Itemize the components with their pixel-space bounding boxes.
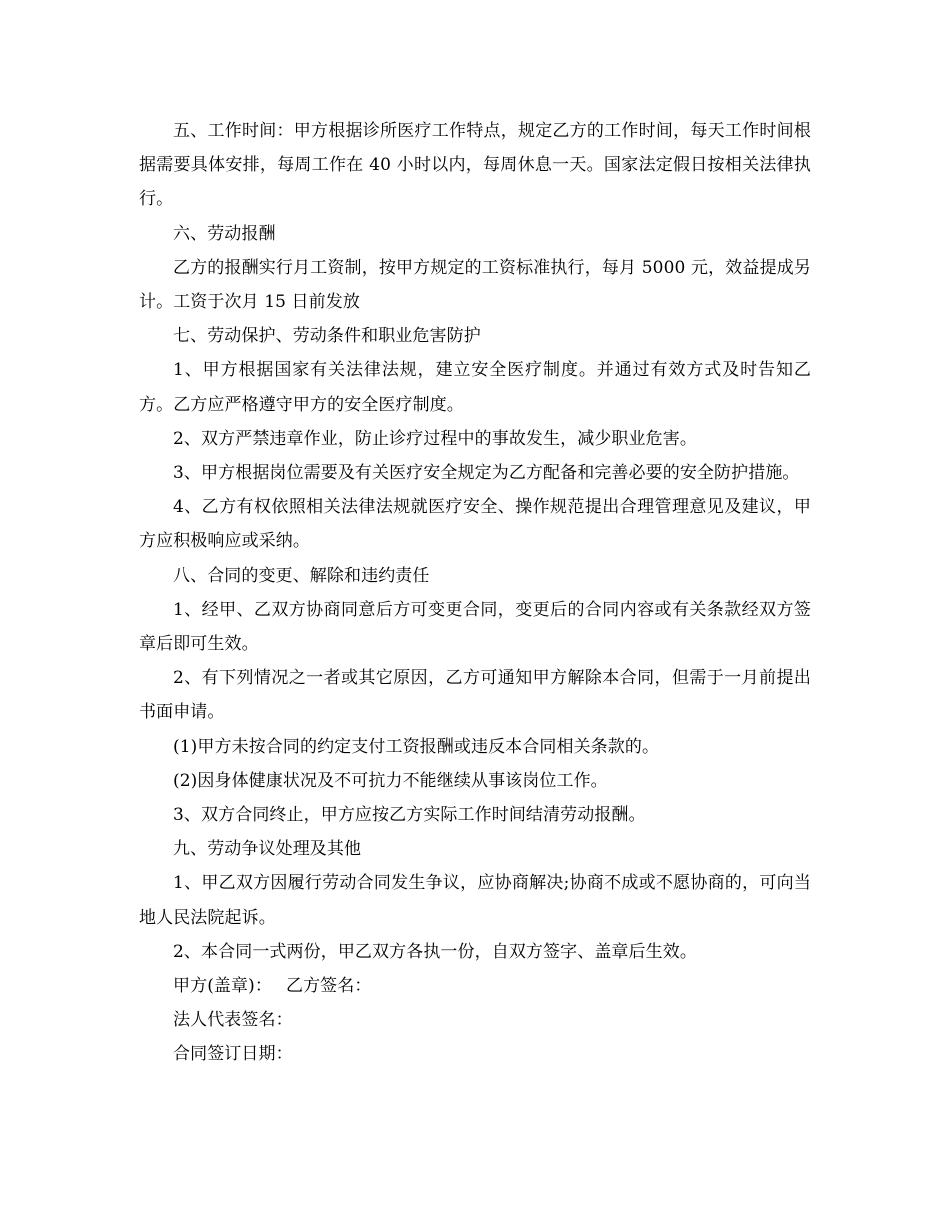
section-heading-dispute: 九、劳动争议处理及其他 [173,839,362,860]
clause-change-2-item-2: (2)因身体健康状况及不可抗力不能继续从事该岗位工作。 [173,770,608,791]
clause-dispute-2: 2、本合同一式两份，甲乙双方各执一份，自双方签字、盖章后生效。 [173,941,697,962]
party-b-signature-label: 乙方签名： [285,976,372,997]
section-heading-remuneration: 六、劳动报酬 [173,223,276,244]
section-heading-change: 八、合同的变更、解除和违约责任 [173,565,430,586]
signature-line-parties [139,969,811,1003]
clause-dispute-1: 1、甲乙双方因履行劳动合同发生争议，应协商解决;协商不成或不愿协商的，可向当地人民法院起诉。 [139,873,811,928]
clause-protection-3: 3、甲方根据岗位需要及有关医疗安全规定为乙方配备和完善必要的安全防护措施。 [173,463,800,484]
clause-change-3: 3、双方合同终止，甲方应按乙方实际工作时间结清劳动报酬。 [173,805,646,826]
clause-remuneration: 乙方的报酬实行月工资制，按甲方规定的工资标准执行，每月 5000 元，效益提成另计。工资于次月 15 日前发放 [139,257,811,313]
clause-change-2-item-1: (1)甲方未按合同的约定支付工资报酬或违反本合同相关条款的。 [173,736,660,757]
party-a-seal-label: 甲方(盖章)： [173,976,272,997]
document-body [139,114,811,1072]
clause-protection-4: 4、乙方有权依照相关法律法规就医疗安全、操作规范提出合理管理意见及建议，甲方应积极响应或采纳。 [139,497,811,552]
clause-change-2: 2、有下列情况之一者或其它原因，乙方可通知甲方解除本合同，但需于一月前提出书面申请。 [139,668,811,723]
clause-protection-1: 1、甲方根据国家有关法律法规，建立安全医疗制度。并通过有效方式及时告知乙方。乙方应严格遵守甲方的安全医疗制度。 [139,360,811,415]
clause-work-hours: 五、工作时间：甲方根据诊所医疗工作特点，规定乙方的工作时间，每天工作时间根据需要具体安排，每周工作在 40 小时以内，每周休息一天。国家法定假日按相关法律执行。 [139,121,811,210]
legal-rep-signature-label: 法人代表签名： [173,1010,293,1031]
section-heading-protection: 七、劳动保护、劳动条件和职业危害防护 [173,326,481,347]
clause-change-1: 1、经甲、乙双方协商同意后方可变更合同，变更后的合同内容或有关条款经双方签章后即可生效。 [139,599,811,655]
contract-date-label: 合同签订日期： [173,1044,293,1065]
clause-protection-2: 2、双方严禁违章作业，防止诊疗过程中的事故发生，减少职业危害。 [173,428,697,449]
